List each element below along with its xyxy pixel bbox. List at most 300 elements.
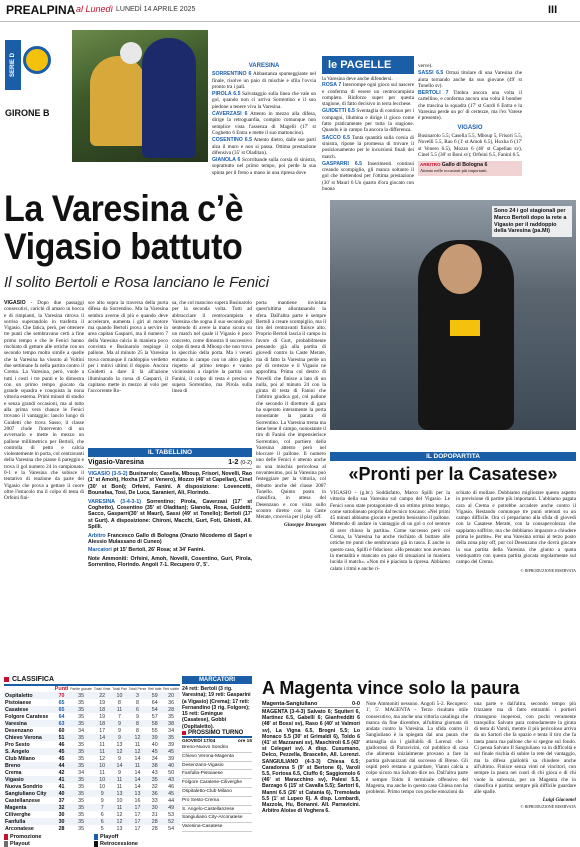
standings-cell: 28 <box>58 825 65 832</box>
standings-cell: 10 <box>116 692 123 699</box>
standings-cell: 8 <box>136 720 139 727</box>
standings-cell: 12 <box>99 755 106 762</box>
rating-text: Ormai titolare di una Varesina che aiuta tornando anche da suo giovane (49' st Tonello sv). <box>418 70 522 89</box>
interview-col-1 <box>330 490 450 572</box>
standings-cell: 35 <box>78 818 85 825</box>
rating-text: Interrompe ogni gioco sul nascere e conferma di essere un centrocampista completo. Rinforzo super per questa stagione, di fatto decisivo in terra lecchese. <box>322 82 415 108</box>
rating-text: Tanta quantità sulla corsia di sinistra, ripone la promessa di trovare il posizionamento per le incursioni finali dei match. <box>322 134 414 160</box>
article-lead: VIGASIO <box>4 300 26 306</box>
rating-text: Salvataggio sulla linea che vale un gol, quando non ci arriva Sorrentino e il suo piedone a tenere viva la Varesina. <box>212 91 317 110</box>
standings-cell: 65 <box>58 706 65 713</box>
tabellino-line <box>88 547 252 553</box>
standings-row <box>4 692 180 699</box>
standings-cell: 35 <box>78 699 85 706</box>
standings-cell: 58 <box>151 720 158 727</box>
rating-player: BERTOLI 7 <box>418 90 449 97</box>
article-author: Giuseppe Brusegon <box>284 522 326 529</box>
pagelle-col-2 <box>418 63 522 176</box>
article-col-3 <box>172 300 252 394</box>
tabellino-halftime: (0-2) <box>240 460 252 466</box>
standings-cell: 6 <box>136 706 139 713</box>
standings-cell: 19 <box>99 699 106 706</box>
standings-cell: 45 <box>58 748 65 755</box>
rating-entry <box>212 137 316 156</box>
tabellino-match: Vigasio-Varesina <box>88 459 144 466</box>
standings-cell: 45 <box>168 790 175 797</box>
standings-cell: 11 <box>99 748 105 755</box>
rating-text: Attento in mezzo alla difesa, dirige la retroguardia, compito comunque non semplice vista l'assenza di Magelli (17' st Coghetto 6 Entra e mette il suo mattoncino). <box>212 111 316 136</box>
legend-label: Playout <box>10 841 30 847</box>
standings-cell: 39 <box>151 734 158 741</box>
rating-entry <box>212 71 316 90</box>
next-round-day: GIOVEDÌ 17/04 <box>182 739 216 744</box>
standings-cell: 11 <box>134 741 141 748</box>
photo-caption: Sono 24 i gol stagionali per Marco Bertoli dopo la rete a Vigasio per il raddoppio della Varesina (pa.Mi) <box>492 206 572 237</box>
standings-cell: 49 <box>168 804 175 811</box>
player-figure <box>90 56 146 146</box>
standings-cell: 6 <box>100 811 104 818</box>
standings-title: CLASSIFICA <box>12 676 54 683</box>
ball-icon <box>120 42 142 64</box>
page-header <box>0 0 580 22</box>
pagelle-intro: la Varesina deve anche difendersi. <box>322 76 393 82</box>
standings-cell: 5 <box>100 825 104 832</box>
standings-row <box>4 804 180 811</box>
standings-cell: 44 <box>58 762 65 769</box>
interview-kicker: IL DOPOPARTITA <box>330 452 576 461</box>
rating-entry <box>322 161 414 192</box>
standings-row <box>4 734 180 741</box>
standings-row <box>4 769 180 776</box>
standings-cell: 35 <box>78 811 85 818</box>
standings-team: Club Milano <box>5 755 36 762</box>
tabellino-line <box>88 533 252 546</box>
tabellino-notes: Note Ammoniti: Orfeini, Amoh, Novelli, Cosentino, Guri, Pirola, Sorrentino, Florindo. Angoli 7-1. Recupero 0', 5'. <box>88 555 252 569</box>
standings-cell: 59 <box>151 692 158 699</box>
standings-box <box>4 676 180 847</box>
standings-cell: 39 <box>168 755 175 762</box>
standings-cell: 32 <box>151 783 158 790</box>
standings-cell: 17 <box>134 825 141 832</box>
standings-cell: 10 <box>99 762 106 769</box>
standings-cell: 12 <box>134 748 141 755</box>
standings-cell: 11 <box>116 804 123 811</box>
standings-cell: 22 <box>99 692 106 699</box>
next-round-match: Varesina-Casatese <box>182 823 252 832</box>
legend-label: Promozione <box>10 834 42 840</box>
magenta-author: Luigi Giacomel <box>542 797 576 804</box>
magenta-text: una parte e dall'altra, secondo tempo più frizzante ma di fatto entrambi i portieri rimangono inoperosi, con pochi veramente tranquilla: Salvato para comodamente la girata di testa di Varoli, mentre il più pericoloso arriva da un Sartori che fa spazio e tenta il tiro che fa tanta paura ma pallone che si spegne sul fondo. Ci pensa Salvato Il Sangiuliano va in difficoltà e sul finale rischia di subire la rete del vantaggio, ma la difesa gialloblù sa chiudere anche all'ultimo. Finisce senza vinti né vincitori, con sempre la paura nei cuori di chi gioca e di chi vuole la salvezza, per un Magenta che in classifica è partita: sempre più difficile guardare alle spalle. <box>474 701 576 796</box>
legend-label: Playoff <box>100 834 119 840</box>
standings-team: Pro Sesto <box>5 741 30 748</box>
standings-cell: 20 <box>168 692 175 699</box>
standings-cell: 14 <box>134 776 141 783</box>
standings-cell: 35 <box>78 741 85 748</box>
league-logo <box>5 40 55 102</box>
standings-cell: 11 <box>116 776 123 783</box>
standings-cell: 55 <box>151 727 158 734</box>
legend-item <box>4 841 90 847</box>
standings-cell: 39 <box>168 741 175 748</box>
standings-cell: 43 <box>168 776 175 783</box>
standings-title-row <box>4 676 180 686</box>
ratings-team-title: VIGASIO <box>457 124 483 131</box>
standings-cell: 35 <box>78 825 85 832</box>
standings-cell: 17 <box>134 804 141 811</box>
top-photo <box>72 30 208 162</box>
standings-col-header: Totali Perse <box>128 687 147 691</box>
article-text: - Dopo due passaggi consecutivi, carichi di amaro in bocca e di rimpianti, la Varesina ritrova il sorriso superandolo in trasferta il Vigasio. Che fatica, però, per ottenere tre punti che sembravano certi a fine primo tempo e che le Fenici hanno rischiato di gettare alle ortiche con un secondo tempo molto simile a quelle che la Varesina ha vissuto al Voltini due settimane fa nella partita contro il Crema. La Varesina, però, vuole a tutti i costi i tre punti e lo dimostra con un primo tempo giocato da grande squadra e conquista la nona vittoria esterna. Primi minuti di studio e senza grandi occasioni, ma al tutto alla prima vera chance le Fenici trovano il vantaggio: lancio lungo di Guidetti che trova Sasso, il classe 2007 clude l'intervento di un avversario e mette in mezzo un pallone millimetrico per Bertoli, che controlla di petto e calcia violentemente in porta, col centravanti della Varesina che pianse il pareggio e trova il gol numero 24 in campionato. 0-1 e la Varesina che subisce il tentativo di reazione da parte dei Vigasio che prova a gettare il cuore oltre l'ostacolo ma il colpo di testa di Orfeini fini- <box>4 300 84 502</box>
rating-player: CAVERZASI 6 <box>212 111 248 118</box>
rating-text: verve). <box>418 63 433 69</box>
page-number: III <box>548 4 558 16</box>
rating-player: GIANOLA 6 <box>212 157 241 164</box>
standings-row <box>4 818 180 825</box>
standings-cell: 38 <box>168 720 175 727</box>
rating-player: PIROLA 6.5 <box>212 91 241 98</box>
standings-cell: 34 <box>78 769 85 776</box>
standings-cell: 40 <box>168 762 175 769</box>
standings-cell: 53 <box>168 811 175 818</box>
standings-cell: 11 <box>116 783 123 790</box>
legend-item <box>4 834 90 840</box>
standings-cell: 18 <box>99 706 106 713</box>
pagelle-title-bar: le PAGELLE <box>322 56 414 74</box>
rating-text: Scorribande sulla corsia di sinistra, soprattutto nel primo tempo, poi perde la sua spinta per il freno a mano in una ripresa dove <box>212 157 316 176</box>
standings-row <box>4 748 180 755</box>
magenta-col-1: MAGENTA (3-4-3) Salvato 6; Squiteri 6, Martinez 6.5, Gabelli 6; Gianfredditi 6 (48' st Bossi sv), Raso 6 (40' st Valmori sv), La Vigna 6.5, Brogni 5.5; Lo Monaco 5.5 (30' st Grimaldi 6), Toldo 6 (41' st Mazzarani sv), Maschiroli 6.5 (43' st Celegari sv). A disp. Cusumano, Delco, Pezzella, Brascelin, All. Lorenzi. SANGIULIANO (4-3-3) Chiesa 6.5; Caradonna 5 (9' st Bertone 6), Varoli 5.5, Fortosa 6.5, Ciuffo 6; Saggiomolo 6 (46' st Maracchino sv), Palesi 5.5, Barzago 6 (15' st Cavalla 5.5); Sartori 6, Manni 6.5 (26' st Catania 6), Tremolada 5.5 (1' st Lupeo 6). A disp. Lombardi, Mazzola, Hu, Bonanni. All. Parravicini. Arbitro Aloise di Voghera 6. <box>262 709 360 815</box>
standings-cell: 33 <box>151 797 158 804</box>
standings-cell: 54 <box>168 825 175 832</box>
rating-entry <box>418 63 522 69</box>
legend-item <box>94 841 180 847</box>
standings-cell: 17 <box>134 811 141 818</box>
standings-cell: 57 <box>151 713 158 720</box>
standings-team: Arconatese <box>5 825 34 832</box>
pagelle-col <box>322 76 414 193</box>
standings-team: Casatese <box>5 706 29 713</box>
standings-cell: 34 <box>78 727 85 734</box>
standings-cell: 11 <box>99 741 105 748</box>
referee-label: ARBITRO <box>420 162 441 168</box>
standings-team: Varesina <box>5 720 27 727</box>
rating-text: Attento dietro, dalle sue parti alza il muro e non si passa. Ottima prestazione difensiva (35' st Oladitan). <box>212 137 316 156</box>
standings-cell: 50 <box>168 769 175 776</box>
article-text: sce alto sopra la traversa della porta difesa da Sorrentino. Ma la Varesina sembra averne di più e quando deve accelerare, aumenta i giri al motore ma quando Bertoli prova a servire in area capitan Gasparri, ma il numero 7 della Varesina calcia in maniera poco convinta e Businarolo respinge il pallone. Ma al minuto 25 la Varesina trova comunque il raddoppio verdetto per i mitivi ultimi il doppio. Ancora Guidetti a dare il là all'azione illuminando la corsa di Gasparri, il capitano mette in mezzo al volo per l'accorrente Ro- <box>88 300 168 395</box>
standings-team: Pistoiaese <box>5 699 32 706</box>
standings-cell: 43 <box>151 769 158 776</box>
magenta-score: 0-0 <box>352 701 360 707</box>
article-text: sa, che col mancino supera Businarolo per la seconda volta. Tutti ad abbracciare il centrocampista e Varesina che sogna il suo secondo gol sentendo di avere la mano sicura su un match nel quale il Vigasio è poco concreto, come dimostra il successivo colpo di testa di Mboup che non trova lo specchio della porta. Ma i veneti entrano in campo con un altro piglio rispetto al primo tempo e vanno vicinissimi a riaprire la partita con Fanini, il colpo di testa è preciso e supera Sorrentino, ma Pirola sulla linea di <box>172 300 252 395</box>
standings-cell: 9 <box>118 755 121 762</box>
standings-cell: 45 <box>58 755 65 762</box>
standings-cell: 10 <box>99 776 106 783</box>
ratings-team-title: VARESINA <box>248 63 280 69</box>
standings-cell: 12 <box>134 734 141 741</box>
legend-item <box>94 834 180 840</box>
standings-cell: 35 <box>78 713 85 720</box>
lineup-label: VIGASIO (3-5-2) <box>88 471 128 477</box>
standings-cell: 35 <box>78 755 85 762</box>
rating-player: GASPARRI 6.5 <box>322 160 363 167</box>
standings-cell: 52 <box>168 818 175 825</box>
standings-row <box>4 755 180 762</box>
copyright: © RIPRODUZIONE RISERVATA <box>520 567 576 573</box>
standings-cell: 35 <box>168 734 175 741</box>
standings-cell: 40 <box>151 741 158 748</box>
magenta-col-2: Note Ammoniti nessuno. Angoli 5-2. Recupero: 1', 5'. MAGENTA - Terzo risultato utile consecutivo, ma anche una vittoria casalinga che manca da fine dicembre, all'ultima giornata di andata contro la Varesina. La sfida contro il Sangiuliano è la spiegata dal una paura che attanaglia sia i giallublù di Lorenzi che i giallorossi di Parravicini, col pubblico di casa che alimenta inizialmente provano a fare la partita galvanizzati dal successo di Breno. Gli ospiti però restano a guardare, Vianni calcia a colpo sicuro ma Salvato dice no. Dall'altra parte è sempre Toldo il terminale offensivo del Magenta, ma anche in questo caso Chiesa non ha problemi. Primo tempo con poche emozioni da <box>366 701 468 796</box>
rating-entry <box>322 135 414 160</box>
standings-cell: 28 <box>151 818 158 825</box>
scorers-text: 24 reti: Bertoli (3 rig. Varesina); 19 reti: Gasparini (a Vigasio) (Crema); 17 reti: Fernandino (3 rig. Folgore); 15 reti: Gmingue (Casatese), Gobbi (Ospitaletto). <box>182 686 251 730</box>
standings-cell: 14 <box>134 769 141 776</box>
standings-cell: 9 <box>136 713 139 720</box>
legend-label: Retrocessione <box>100 841 138 847</box>
next-round-title-row <box>182 730 252 738</box>
standings-team: Sangiuliano City <box>5 790 47 797</box>
standings-cell: 38 <box>151 762 158 769</box>
standings-row <box>4 720 180 727</box>
standings-cell: 46 <box>58 741 65 748</box>
standings-cell: 17 <box>134 818 141 825</box>
standings-cell: 37 <box>58 797 65 804</box>
ratings-varesina <box>212 63 316 177</box>
standings-cell: 30 <box>151 804 158 811</box>
standings-legend <box>4 834 180 847</box>
standings-cell: 13 <box>116 825 123 832</box>
standings-cell: 7 <box>100 804 104 811</box>
rating-text: Timbra ancora una volta il cartellino, e conferma ancora una volta il bomber che trascina la squadra (17' st Gurdi 6 Entra e la Varesina perde un po' di certezze, ma l'ex Varese è presente). <box>418 90 523 122</box>
tabellino-line <box>88 471 252 497</box>
standings-cell: 12 <box>116 811 123 818</box>
group-label: GIRONE B <box>5 108 50 118</box>
standings-cell: 45 <box>168 748 175 755</box>
standings-cell: 35 <box>78 762 85 769</box>
standings-row <box>4 762 180 769</box>
player-head <box>438 244 482 294</box>
next-round-time: ore 15 <box>237 739 252 744</box>
scorers-box <box>182 676 252 730</box>
scorers-label: Marcatori <box>88 547 112 554</box>
standings-cell: 40 <box>58 790 65 797</box>
headline-line-1: La Varesina c’è <box>4 188 244 229</box>
masthead-sub: al Lunedì <box>76 4 114 14</box>
standings-team: Crema <box>5 769 22 776</box>
standings-cell: 35 <box>78 734 85 741</box>
lineup-label: VARESINA (3-4-3-1) <box>88 498 141 505</box>
standings-team: Folgore Caratese <box>5 713 49 720</box>
standings-cell: 34 <box>151 755 158 762</box>
standings-cell: 42 <box>58 769 65 776</box>
next-round-title: PROSSIMO TURNO <box>188 730 244 736</box>
interview-text: schiato di mollare. Dobbiamo migliorare questo aspetto in previsione di partite più importanti. L'abbiamo pagata cara al Crema e potrebbe accadere anche contro il Vigasio. Restando comunque tre punti ottenuti su un campo difficile. Ora ci prepariamo alla sfida di giovedì con la Casatese Merate, con la consapevolezza che sappiamo soffrire, ma che dobbiamo imparare a chiudere prima le partite». Per una Varesina ormai al terzo posto della zona play off, pur col Desenzano che dovrà giocare la sua partita della Varesina che giunto a quota ventiquattro con questa partita giocata regolarmente sul campo del Crema. <box>456 490 576 566</box>
standings-cell: 44 <box>168 797 175 804</box>
rating-player: SORRENTINO 6 <box>212 71 252 78</box>
rating-player: SASSI 6.5 <box>418 70 444 77</box>
article-col-1 <box>4 300 84 502</box>
lineup-text: Sorrentino; Pirola, Caverzasi (17' st Coghetto), Cosentino (35' st Oladitan); Gianola, Rosa, Guidetti, Sacco, Gasparri(30' st Mauri), Sassi (49' st Tonello); Bertoli (17' st Gurt). A disposizione: Chironi, Macchi, Gurt, Foti, Ghiotti, All. Spilli. <box>88 498 252 531</box>
masthead: PREALPINA <box>6 3 76 17</box>
standings-cell: 9 <box>118 734 121 741</box>
standings-cell: 63 <box>58 720 65 727</box>
rating-text: Inserimenti continui creando scompiglio, gli manca soltanto il gol che mettendosi per l'ottima prestazione (30' st Mauri 6 Un quarto d'ora giocato con buona <box>322 160 414 193</box>
standings-cell: 64 <box>151 699 158 706</box>
next-round-match: S. Angelo-Castellanzese <box>182 806 252 815</box>
article-text: porta mantiene inviolata quest'ultima allontanando la sfera. Dall'altra parte è sempre Bertoli a creare scompiglio, ma il tiro del centravanti finisce alto. Proprio Bertoli lascia il campo in favore di Gurt, probabilmente pensando già alla partita di giovedì contro la Caste Merate, ma di fatto la Varesina perde un po' di certezze e il Vigasio ne approfitta. Prima col destro di Novelli che finisce a lato di un nulla, poi al minuto 24 con la girata di testa di Fanini che l'arbitro giudica gol, col pallone che secondo il direttore di gara ha superato interamente la porta nonostante la parata di Sorrentino. La Varesina trema ma tiene bene il campo, nonostante il tiro di Fanini che impensierisce Sorrentino, col portiere della Varesina attento però nel bloccare il pallone. Il numero uno delle Fenici è attento anche su una mischia pericolosa al novantesimo, poi la Varesina può festeggiare per la vittoria, col debutto anche del classe 2007 Tonello. Quinto posto in classifica, in attesa del Desenzano e con vista sullo scontro diretto con la Caste Merate, crocevia per il play off. <box>256 300 326 521</box>
standings-col-header: Reti subite <box>163 687 180 691</box>
tabellino-text <box>88 471 252 569</box>
tabellino-score: 1-2 <box>228 459 239 466</box>
copyright: © RIPRODUZIONE RISERVATA <box>520 803 576 809</box>
standings-team: Magenta <box>5 804 27 811</box>
tabellino-line <box>88 499 252 531</box>
next-round-match: Sangiuliano City-Arconatese <box>182 814 252 823</box>
standings-cell: 9 <box>118 720 121 727</box>
standings-row <box>4 713 180 720</box>
standings-cell: 36 <box>151 790 158 797</box>
magenta-headline: A Magenta vince solo la paura <box>262 678 520 698</box>
standings-cell: 70 <box>58 692 65 699</box>
standings-team: Chievo Verona <box>5 734 42 741</box>
scorers-text: pt 15' Bertoli, 26' Rosa; st 34' Fanini. <box>113 547 205 554</box>
standings-cell: 41 <box>58 776 65 783</box>
next-round-match: Folgore Caratese-Ciliverghe <box>182 779 252 788</box>
standings-cell: 36 <box>168 699 175 706</box>
standings-cell: 3 <box>136 692 139 699</box>
rating-entry <box>418 90 522 121</box>
next-round-box <box>182 730 252 832</box>
referee-text: Francesco Gallo di Bologna (Orazio Nicodemo di Sapri e Alessio Mulassano di Cuneo) <box>88 532 252 546</box>
standings-cell: 13 <box>134 790 141 797</box>
standings-col-header: Totali Vinte <box>93 687 111 691</box>
magenta-match: Magenta-Sangiuliano <box>262 701 318 707</box>
standings-cell: 11 <box>134 762 141 769</box>
scorers-title: MARCATORI <box>182 676 252 684</box>
rating-text: Sventaglia di continuo per i compagni, illumina e dirige il gioco come fatto praticamente per tutta la stagione. Quando è in campo fa ancora la differenza. <box>322 108 415 134</box>
interview-title: «Pronti per la Casatese» <box>348 464 558 484</box>
standings-table <box>4 686 180 832</box>
standings-cell: 41 <box>58 783 65 790</box>
standings-cell: 17 <box>99 727 106 734</box>
standings-cell: 14 <box>116 762 123 769</box>
standings-row <box>4 797 180 804</box>
standings-team: Ciliverghe <box>5 811 31 818</box>
standings-cell: 18 <box>99 720 106 727</box>
standings-cell: 46 <box>168 783 175 790</box>
next-round-match: Pro Sesto-Crema <box>182 797 252 806</box>
referee-rating: Gallo di Bologna 6 <box>441 162 488 169</box>
standings-team: Breno <box>5 762 21 769</box>
standings-cell: 9 <box>118 727 121 734</box>
next-round-match: Ospitaletto-Club Milano <box>182 788 252 797</box>
standings-cell: 14 <box>99 734 106 741</box>
standings-cell: 11 <box>99 769 105 776</box>
rating-entry <box>322 82 414 107</box>
standings-cell: 35 <box>78 692 85 699</box>
next-round-bullet-icon <box>182 731 186 735</box>
standings-cell: 12 <box>116 818 123 825</box>
standings-cell: 16 <box>134 797 141 804</box>
standings-cell: 35 <box>78 797 85 804</box>
referee-note: Attento nelle occasioni più importanti <box>420 168 487 174</box>
standings-cell: 8 <box>118 699 121 706</box>
article-col-2 <box>88 300 168 394</box>
issue-date: LUNEDÌ 14 APRILE 2025 <box>116 6 196 13</box>
standings-cell: 35 <box>78 720 85 727</box>
standings-cell: 14 <box>134 755 141 762</box>
standings-row <box>4 727 180 734</box>
standings-cell: 12 <box>116 748 123 755</box>
next-round-match: Fanfulla-Pistoiaese <box>182 770 252 779</box>
tabellino-box <box>88 448 252 660</box>
serie-d-badge: SERIE D <box>5 40 21 90</box>
standings-cell: 9 <box>100 790 104 797</box>
standings-row <box>4 811 180 818</box>
standings-team: Nuova Sondrio <box>5 783 43 790</box>
standings-col-header: Partite giocate <box>70 687 92 691</box>
rating-entry <box>322 108 414 133</box>
standings-cell: 30 <box>58 811 65 818</box>
next-round-match: Desenzano-Vigasio <box>182 762 252 771</box>
player-figure <box>142 38 196 158</box>
standings-bullet-icon <box>4 677 9 682</box>
standings-cell: 35 <box>78 748 85 755</box>
standings-cell: 35 <box>168 713 175 720</box>
rating-entry <box>212 91 316 110</box>
interview-text: VIGASIO - (g.br.) Soddisfatto, Marco Spilli per la vittoria della sua Varesina sul campo del Vigasio. Le Fenici sono state protagoniste di un ottimo primo tempo, come sottolineato proprio dal tecnico toscano: «Nei primi 45 minuti abbiamo giocato e gestito benissimo il pallone. Mettendo di andare in vantaggio di un gol o col sentore di aver chiuso la partita». Come successo però col Crema, la Varesina ha anche rischiato di buttare alle ortiche tre punti che sembravano già in tasca. E anche in questo caso, Spilli è fiducioso: «Ho pensato: non avevano la mentalità e mancato un paio di situazioni in maniera lucida il match». «Non mi è piaciuta la ripresa. Abbiamo calato i ritmi e anche ri- <box>330 490 451 572</box>
standings-cell: 35 <box>78 783 85 790</box>
standings-cell: 10 <box>99 783 106 790</box>
rating-entry <box>212 157 316 176</box>
next-round-match: Breno-Nuovo Sondrio <box>182 744 252 753</box>
standings-team: Fanfulla <box>5 818 26 825</box>
standings-row <box>4 699 180 706</box>
standings-row <box>4 825 180 832</box>
standings-cell: 65 <box>58 699 65 706</box>
tabellino-match-row <box>88 457 252 469</box>
standings-cell: 64 <box>58 713 65 720</box>
standings-cell: 32 <box>58 804 65 811</box>
jersey-stripe <box>450 320 480 336</box>
standings-cell: 28 <box>151 825 158 832</box>
standings-col-header: Punti <box>54 686 69 692</box>
standings-row <box>4 741 180 748</box>
next-round-list <box>182 744 252 832</box>
rating-entry <box>418 70 522 89</box>
standings-team: Ospitaletto <box>5 692 33 699</box>
standings-cell: 13 <box>116 790 123 797</box>
referee-label: Arbitro <box>88 532 106 539</box>
next-round-match: Chievo Verona-Magenta <box>182 753 252 762</box>
standings-team: Castellanzese <box>5 797 41 804</box>
standings-row <box>4 783 180 790</box>
standings-cell: 14 <box>134 783 141 790</box>
standings-cell: 9 <box>100 797 104 804</box>
rating-text: Abbastanza spumeggiante nel finale, risolve un paio di mischie e sfila l'ovvia pronto tra i pali. <box>212 71 316 90</box>
tabellino-score-wrap <box>228 459 252 466</box>
interview-col-2 <box>456 490 576 574</box>
rating-player: SACCO 6.5 <box>322 134 351 141</box>
headline-subtitle: Il solito Bertoli e Rosa lanciano le Fenici <box>4 274 270 291</box>
standings-team: S. Angelo <box>5 748 30 755</box>
standings-cell: 6 <box>100 818 104 825</box>
standings-cell: 60 <box>58 727 65 734</box>
rating-player: COSENTINO 6.5 <box>212 137 252 144</box>
standings-cell: 35 <box>151 776 158 783</box>
rating-entry <box>212 111 316 136</box>
standings-cell: 9 <box>118 769 121 776</box>
standings-cell: 51 <box>58 734 65 741</box>
